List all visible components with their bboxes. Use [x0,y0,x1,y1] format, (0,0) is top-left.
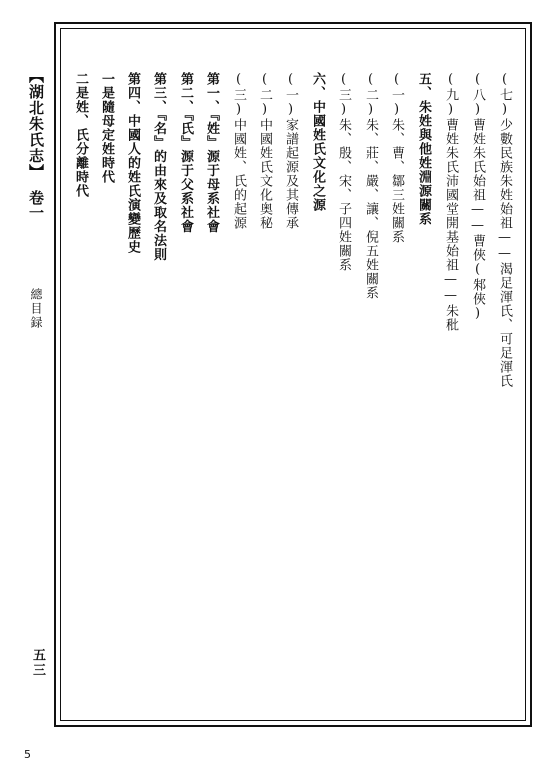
toc-entry: 五、朱姓與他姓淵源關系 [416,72,431,226]
toc-entry: (一)朱、曹、鄒三姓關系 [389,72,404,244]
page-number: 五三 [30,648,45,678]
toc-entry: 第一、『姓』源于母系社會 [204,72,219,234]
book-title: 【湖北朱氏志】 [27,68,45,180]
section-label: 總目録 [29,288,43,330]
toc-entry: (二)朱、莊、嚴、讓、倪五姓關系 [363,72,378,300]
toc-entry: (三)朱、殷、宋、子四姓關系 [336,72,351,272]
toc-entry: 六、中國姓氏文化之源 [310,72,325,212]
toc-entry: 二是姓、氏分離時代 [73,72,88,198]
toc-entry: 一是隨母定姓時代 [99,72,114,184]
volume-label: 卷一 [27,190,45,220]
toc-entry: (一)家譜起源及其傳承 [283,72,298,230]
toc-entry: 第四、中國人的姓氏演變歷史 [125,72,140,254]
toc-entry: (七)少數民族朱姓始祖——渴足渾氏、可足渾氏 [497,72,512,388]
toc-entry: (八)曹姓朱氏始祖——曹俠(邾俠) [470,72,485,322]
toc-entry: 第二、『氏』源于父系社會 [178,72,193,234]
toc-entry: (九)曹姓朱氏沛國堂開基始祖——朱秕 [443,72,458,332]
footer-page-number: 5 [24,748,31,761]
toc-entry: (二)中國姓氏文化奥秘 [257,72,272,230]
toc-entry: 第三、『名』的由來及取名法則 [151,72,166,262]
toc-entry: (三)中國姓、氏的起源 [231,72,246,230]
